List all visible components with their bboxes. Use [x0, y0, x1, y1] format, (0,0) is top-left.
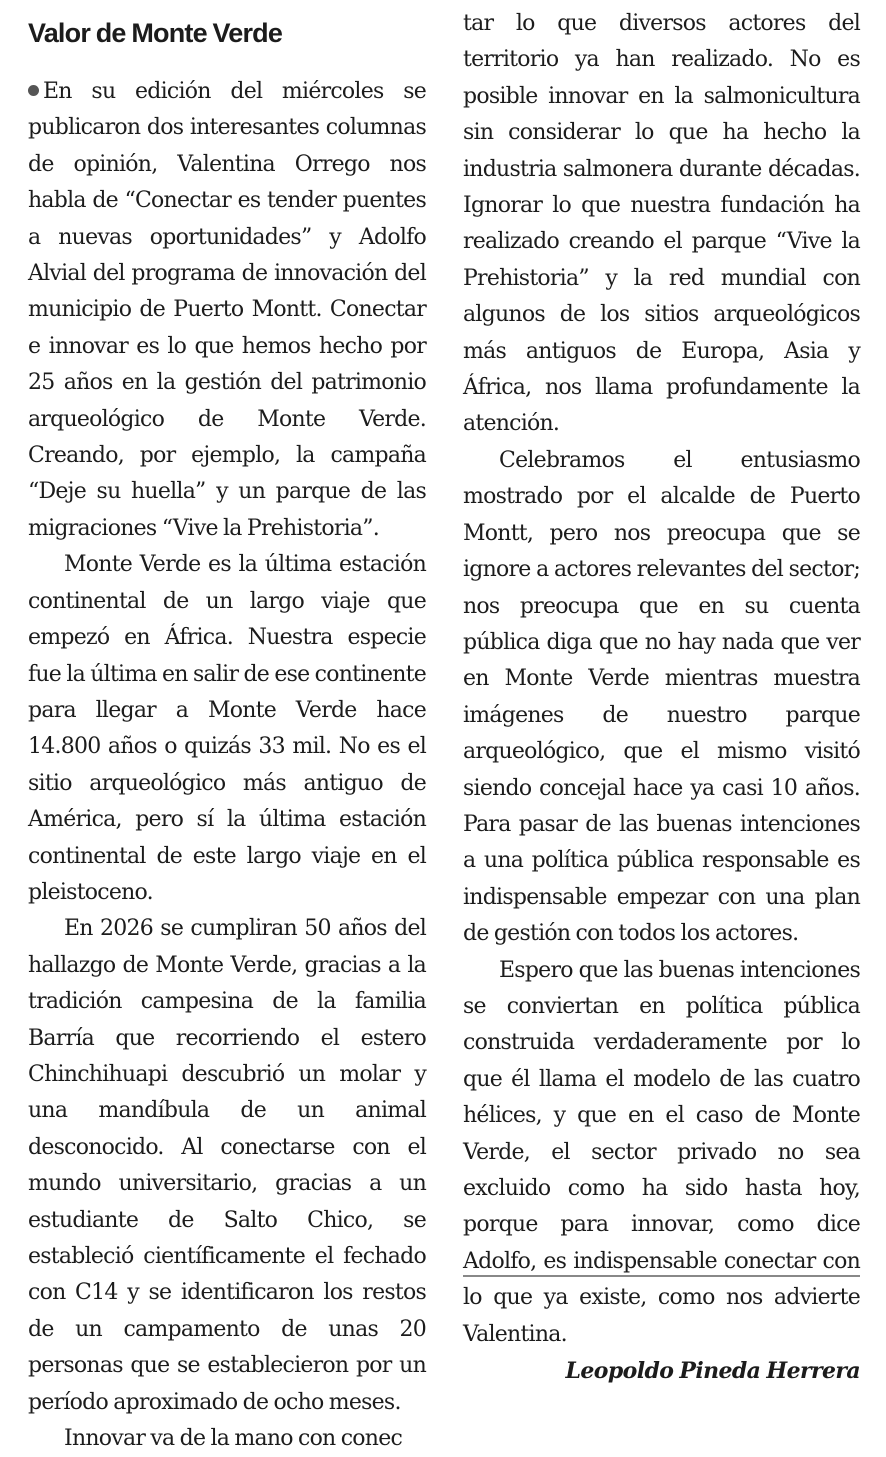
paragraph-5: Celebramos el entusiasmo mostrado por el alcalde de Puerto Montt, pero nos preocupa que se ignore a actores relevantes del sector; nos preocupa que en su cuenta pública diga que no hay nada que ver en Monte Verde mientras muestra imágenes de nuestro parque arqueológico, que el mismo visitó siendo concejal hace ya casi 10 años. Para pasar de las buenas intenciones a una política pública responsable es indispensable empezar con una plan de gestión con todos los actores. — [463, 447, 860, 947]
left-column — [28, 0, 426, 1457]
paragraph-6: Espero que las buenas intenciones se conviertan en política pública construida verdaderamente por lo que él llama el modelo de las cuatro hélices, y que en el caso de Monte Verde, el sector privado no sea excluido como ha sido hasta hoy, porque para innovar, como dice Adolfo, es indispensable conectar con lo que ya existe, como nos advierte Valentina. — [463, 957, 860, 1347]
paragraph-2: Monte Verde es la última estación continental de un largo viaje que empezó en África. Nuestra especie fue la última en salir de ese continente para llegar a Monte Verde hace 14.800 años o quizás 33 mil. No es el sitio arqueológico más antiguo de América, pero sí la última estación continental de este largo viaje en el pleistoceno. — [28, 552, 426, 905]
right-column — [463, 6, 860, 1389]
paragraph-1 — [28, 74, 426, 547]
signature: Leopoldo Pineda Herrera — [565, 1358, 860, 1385]
paragraph-4-continued: tar lo que diversos actores del territorio ya han realizado. No es posible innovar en la salmonicultura sin considerar lo que ha hecho la industria salmonera durante décadas. Ignorar lo que nuestra fundación ha realizado creando el parque “Vive la Prehistoria” y la red mundial con algunos de los sitios arqueológicos más antiguos de Europa, Asia y África, nos llama profundamente la atención. — [463, 11, 860, 437]
paragraph-3: En 2026 se cumpliran 50 años del hallazgo de Monte Verde, gracias a la tradición campesina de la familia Barría que recorriendo el estero Chinchihuapi descubrió un molar y una mandíbula de un animal desconocido. Al conectarse con el mundo universitario, gracias a un estudiante de Salto Chico, se estableció científicamente el fechado con C14 y se identificaron los restos de un campamento de unas 20 personas que se establecieron por un período aproximado de ocho meses. — [28, 916, 426, 1415]
paragraph-1-text: En su edición del miércoles se publicaron dos interesantes columnas de opinión, Valentina Orrego nos habla de “Conectar es tender puentes a nuevas oportunidades” y Adolfo Alvial del programa de innovación del municipio de Puerto Montt. Conectar e innovar es lo que hemos hecho por 25 años en la gestión del patrimonio arqueológico de Monte Verde. Creando, por ejemplo, la campaña “Deje su huella” y un parque de las migraciones “Vive la Prehistoria”. — [28, 79, 426, 541]
headline: Valor de Monte Verde — [28, 18, 283, 48]
bullet-icon — [28, 85, 39, 96]
bottom-rule — [463, 1275, 860, 1277]
paragraph-4-start: Innovar va de la mano con conec — [64, 1426, 403, 1452]
